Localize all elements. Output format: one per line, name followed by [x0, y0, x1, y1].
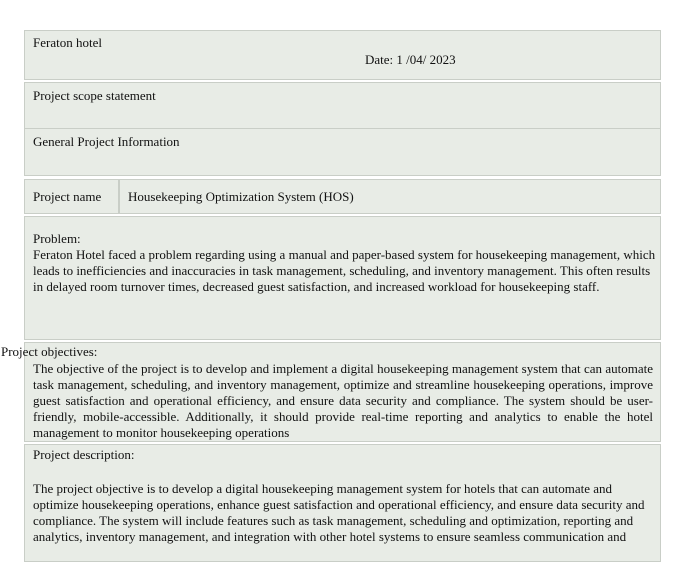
description-text: The project objective is to develop a digital housekeeping management system for hotels that can automate and optimize housekeeping operations, enhance guest satisfaction and operational efficiency, and ensure data security and compliance. The system will include features such as task management, scheduling and optimization, reporting and analytics, inventory management, and integration with other hotel systems to ensure seamless communication and: [33, 481, 645, 544]
header-row: [24, 30, 661, 80]
problem-section: [24, 216, 661, 340]
objectives-heading: Project objectives:: [1, 344, 98, 359]
project-name-label-cell: [24, 179, 119, 214]
objectives-section: [1, 342, 661, 442]
general-info-row: [24, 128, 661, 176]
description-heading: Project description:: [33, 447, 135, 462]
hotel-name: Feraton hotel: [33, 35, 102, 50]
general-info-title: General Project Information: [33, 134, 180, 149]
problem-heading: Problem:: [33, 231, 81, 246]
scope-statement-row: [24, 82, 661, 130]
description-section: [24, 444, 661, 562]
document-page: [1, 30, 661, 562]
project-name-label: Project name: [33, 189, 102, 204]
project-name-value: Housekeeping Optimization System (HOS): [128, 189, 354, 204]
objectives-text: The objective of the project is to develop and implement a digital housekeeping management system that can automate task management, scheduling, and inventory management, optimize and streamline housekeeping operations, improve guest satisfaction and operational efficiency, and ensure data security and compliance. The system should be user-friendly, mobile-accessible. Additionally, it should provide real-time reporting and analytics to enable the hotel management to monitor housekeeping operations: [33, 361, 653, 440]
document-date: Date: 1 /04/ 2023: [365, 52, 456, 67]
problem-text: Feraton Hotel faced a problem regarding using a manual and paper-based system for housekeeping management, which leads to inefficiencies and inaccuracies in task management, scheduling, and inventory management. This often results in delayed room turnover times, decreased guest satisfaction, and increased workload for housekeeping staff.: [33, 247, 656, 294]
project-name-value-cell: [119, 179, 661, 214]
scope-statement-title: Project scope statement: [33, 88, 156, 103]
